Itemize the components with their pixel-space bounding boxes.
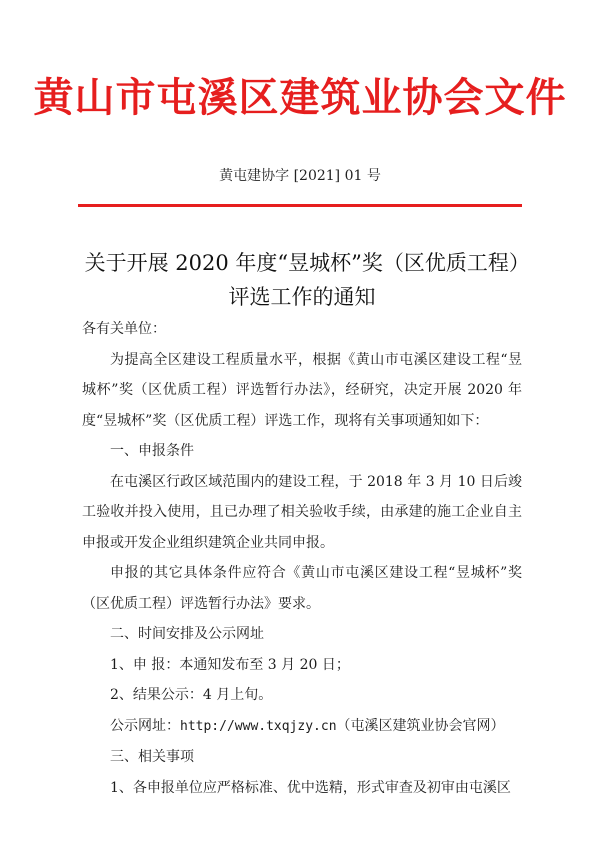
- section-heading-1: 一、申报条件: [110, 443, 194, 459]
- salutation: 各有关单位：: [82, 321, 166, 337]
- intro-paragraph: 为提高全区建设工程质量水平，根据《黄山市屯溪区建设工程“昱城杯”奖（区优质工程）评选暂行办法》，经研究，决定开展 2020 年度“昱城杯”奖（区优质工程）评选工作，现将有关事项通知如下：: [82, 351, 522, 429]
- website-note: （屯溪区建筑业协会官网）: [336, 717, 505, 734]
- matters-item-1: 1、各申报单位应严格标准、优中选精，形式审查及初审由屯溪区: [110, 779, 511, 796]
- schedule-item-2: 2、结果公示：4 月上旬。: [110, 687, 273, 703]
- website-url: http://www.txqjzy.cn: [180, 718, 337, 734]
- section-heading-2: 二、时间安排及公示网址: [110, 626, 264, 642]
- section-heading-3: 三、相关事项: [110, 749, 194, 765]
- section1-paragraph-1: 在屯溪区行政区域范围内的建设工程，于 2018 年 3 月 10 日后竣工验收并投入使用，且已办理了相关验收手续，由承建的施工企业自主申报或开发企业组织建筑企业共同申报。: [82, 473, 522, 551]
- notice-title: 关于开展 2020 年度“昱城杯”奖（区优质工程）评选工作的通知: [84, 251, 520, 309]
- website-line: [82, 711, 522, 743]
- notice-body: [82, 314, 522, 803]
- document-masthead: 黄山市屯溪区建筑业协会文件: [33, 74, 567, 121]
- document-number: 黄屯建协字 [2021] 01 号: [219, 168, 381, 184]
- section1-paragraph-2: 申报的其它具体条件应符合《黄山市屯溪区建设工程“昱城杯”奖（区优质工程）评选暂行办法》要求。: [82, 565, 522, 612]
- website-label: 公示网址：: [110, 717, 180, 734]
- red-divider-line: [78, 204, 522, 207]
- schedule-item-1: 1、申 报：本通知发布至 3 月 20 日；: [110, 656, 350, 673]
